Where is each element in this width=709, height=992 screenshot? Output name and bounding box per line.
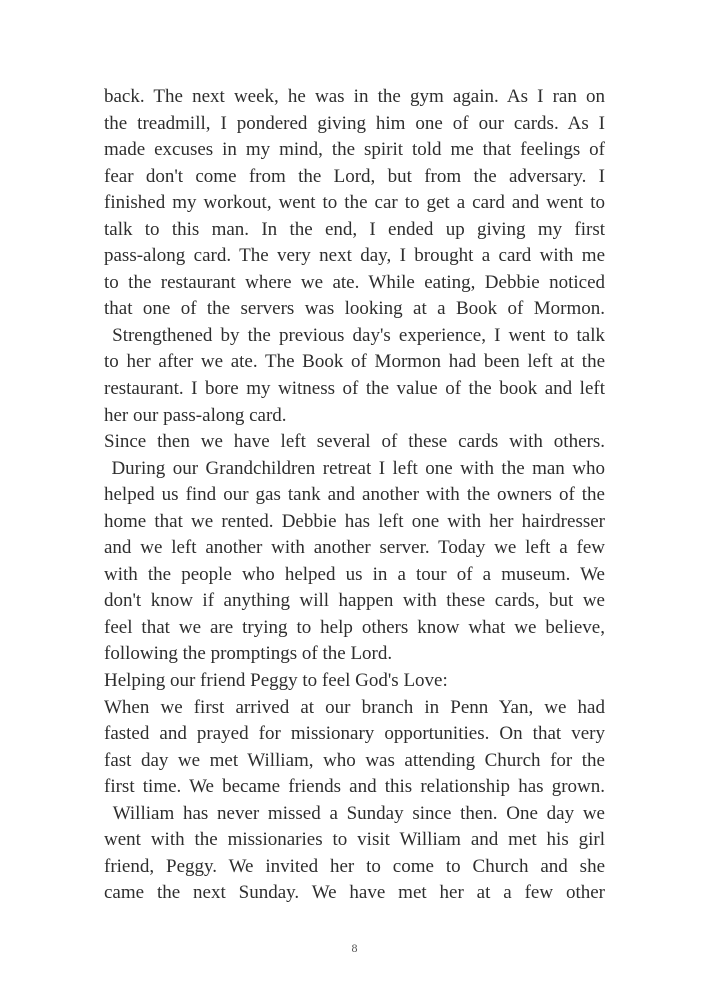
page-body-text <box>104 84 605 907</box>
text-line: don't know if anything will happen with these cards, but we <box>104 590 605 612</box>
text-line: back. The next week, he was in the gym again. As I ran on <box>104 86 605 107</box>
text-line: finished my workout, went to the car to get a card and went to <box>104 192 605 214</box>
text-line: talk to this man. In the end, I ended up giving my first <box>104 218 605 240</box>
text-line: fasted and prayed for missionary opportunities. On that very <box>104 723 605 745</box>
text-line: helped us find our gas tank and another with the owners of the <box>104 484 605 506</box>
text-line: William has never missed a Sunday since then. One day we <box>104 802 605 824</box>
text-line: to the restaurant where we ate. While eating, Debbie noticed <box>104 271 605 293</box>
text-line: Helping our friend Peggy to feel God's Love: <box>104 670 448 692</box>
text-line: fast day we met William, who was attending Church for the <box>104 749 605 771</box>
text-line: made excuses in my mind, the spirit told me that feelings of <box>104 139 605 161</box>
text-line: came the next Sunday. We have met her at a few other <box>104 882 605 904</box>
text-line: and we left another with another server. Today we left a few <box>104 537 605 559</box>
text-line: went with the missionaries to visit William and met his girl <box>104 829 605 851</box>
text-line: with the people who helped us in a tour of a museum. We <box>104 563 605 585</box>
text-line: Strengthened by the previous day's experience, I went to talk <box>104 324 605 346</box>
text-line: the treadmill, I pondered giving him one of our cards. As I <box>104 112 605 134</box>
text-line: to her after we ate. The Book of Mormon had been left at the <box>104 351 605 373</box>
text-line: home that we rented. Debbie has left one with her hairdresser <box>104 510 605 532</box>
text-line: When we first arrived at our branch in Penn Yan, we had <box>104 696 605 718</box>
text-line: pass-along card. The very next day, I brought a card with me <box>104 245 605 267</box>
page-number: 8 <box>351 941 358 955</box>
text-line: Since then we have left several of these cards with others. <box>104 431 605 453</box>
text-line: friend, Peggy. We invited her to come to Church and she <box>104 855 605 877</box>
text-line: feel that we are trying to help others know what we believe, <box>104 616 605 638</box>
text-line: her our pass-along card. <box>104 404 287 426</box>
text-line: restaurant. I bore my witness of the value of the book and left <box>104 378 605 400</box>
text-line: fear don't come from the Lord, but from the adversary. I <box>104 165 605 187</box>
text-line: that one of the servers was looking at a Book of Mormon. <box>104 298 605 320</box>
text-line: first time. We became friends and this relationship has grown. <box>104 776 605 798</box>
text-line: following the promptings of the Lord. <box>104 643 393 665</box>
text-line: During our Grandchildren retreat I left one with the man who <box>104 457 605 479</box>
